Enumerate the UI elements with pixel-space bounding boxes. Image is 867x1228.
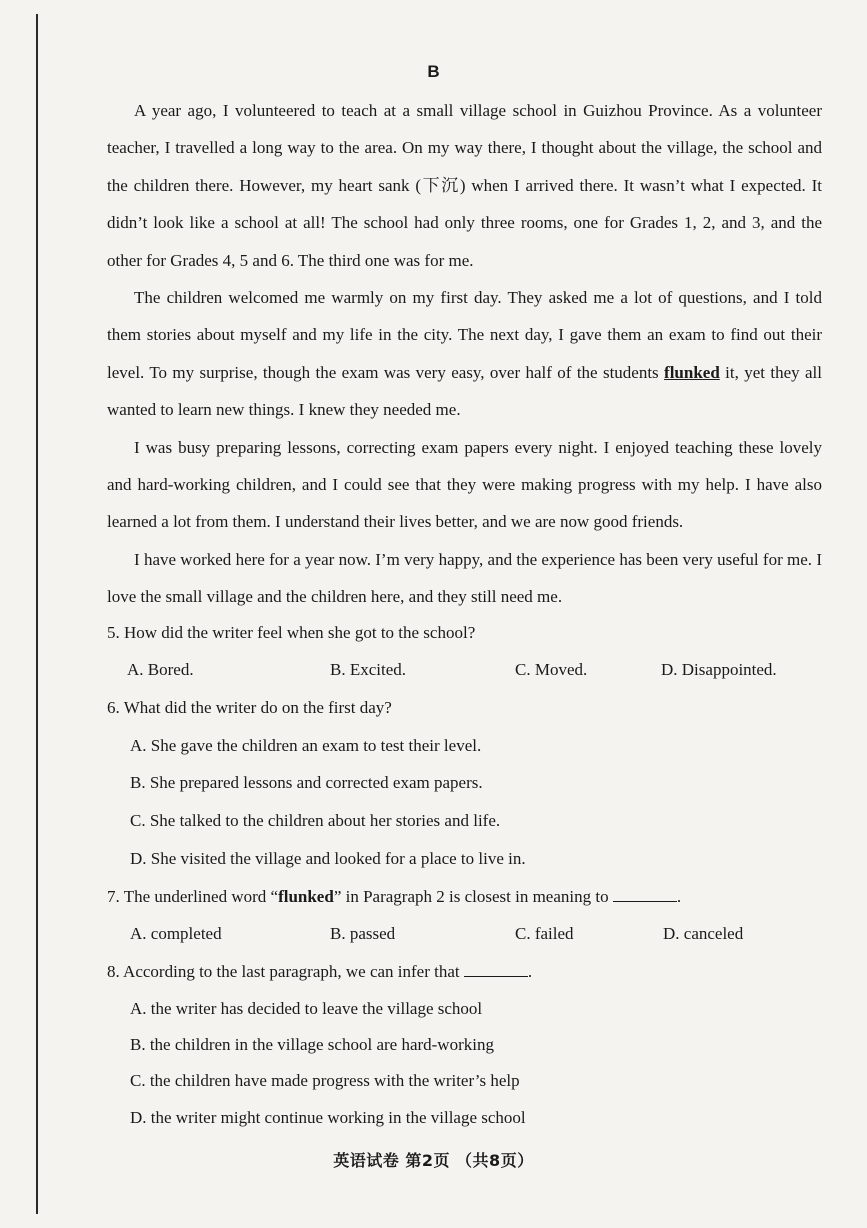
q7-stem-end: . — [676, 887, 682, 906]
question-8-stem — [107, 960, 822, 983]
q7-stem-part-a: 7. The underlined word “ — [107, 887, 279, 906]
q7-option-a: A. completed — [130, 924, 222, 943]
q7-stem-part-b: ” in Paragraph 2 is closest in meaning to — [333, 887, 613, 906]
q6-option-b: B. She prepared lessons and corrected exam papers. — [130, 773, 483, 792]
question-7-options — [0, 923, 867, 945]
q6-option-c: C. She talked to the children about her stories and life. — [130, 811, 501, 830]
q8-stem-text: 8. According to the last paragraph, we can infer that — [107, 962, 464, 981]
q6-option-a: A. She gave the children an exam to test their level. — [130, 736, 482, 755]
q8-option-b: B. the children in the village school are hard-working — [130, 1035, 494, 1054]
paragraph-2 — [107, 279, 822, 429]
paragraph-2-before: The children welcomed me warmly on my first day. They asked me a lot of questions, and I told them stories about myself and my life in the city. The next day, I gave them an exam to find out their level. To my surprise, though the exam was very easy, over half of the students — [107, 288, 822, 382]
q5-option-d: D. Disappointed. — [661, 660, 777, 679]
q5-option-b: B. Excited. — [330, 660, 407, 679]
q8-option-a: A. the writer has decided to leave the village school — [130, 999, 483, 1018]
q8-answer-blank — [464, 960, 528, 977]
q6-option-d: D. She visited the village and looked for a place to live in. — [130, 849, 526, 868]
paragraph-4: I have worked here for a year now. I’m very happy, and the experience has been very useful for me. I love the small village and the children here, and they still need me. — [107, 549, 822, 607]
q7-option-c: C. failed — [515, 924, 574, 943]
q7-answer-blank — [613, 885, 677, 902]
reading-passage — [107, 92, 822, 616]
question-7-stem — [107, 885, 822, 908]
q8-option-c: C. the children have made progress with the writer’s help — [130, 1071, 520, 1090]
paragraph-2-after: it, yet they all wanted to learn new things. I knew they needed me. — [107, 362, 822, 420]
question-5-options — [0, 659, 867, 681]
q8-option-d: D. the writer might continue working in the village school — [130, 1108, 526, 1127]
question-5-stem: 5. How did the writer feel when she got to the school? — [107, 623, 476, 642]
paragraph-1: A year ago, I volunteered to teach at a small village school in Guizhou Province. As a volunteer teacher, I travelled a long way to the area. On my way there, I thought about the village, the school and the children there. However, my heart sank (下沉) when I arrived there. It wasn’t what I expected. It didn’t look like a school at all! The school had only three rooms, one for Grades 1, 2, and 3, and the other for Grades 4, 5 and 6. The third one was for me. — [107, 101, 822, 270]
q8-stem-end: . — [527, 962, 533, 981]
q5-option-a: A. Bored. — [127, 660, 194, 679]
paragraph-3: I was busy preparing lessons, correcting exam papers every night. I enjoyed teaching these lovely and hard-working children, and I could see that they were making progress with my help. I have also learned a lot from them. I understand their lives better, and we are now good friends. — [107, 437, 822, 532]
question-6-stem: 6. What did the writer do on the first day? — [107, 698, 392, 717]
section-title: B — [427, 62, 440, 81]
q7-stem-word: flunked — [278, 887, 334, 906]
q5-option-c: C. Moved. — [515, 660, 588, 679]
q7-option-b: B. passed — [330, 924, 396, 943]
q7-option-d: D. canceled — [663, 924, 744, 943]
page-footer: 英语试卷 第2页 （共8页） — [333, 1151, 534, 1170]
page-margin-line — [36, 14, 38, 1214]
underlined-word-flunked: flunked — [664, 362, 720, 382]
